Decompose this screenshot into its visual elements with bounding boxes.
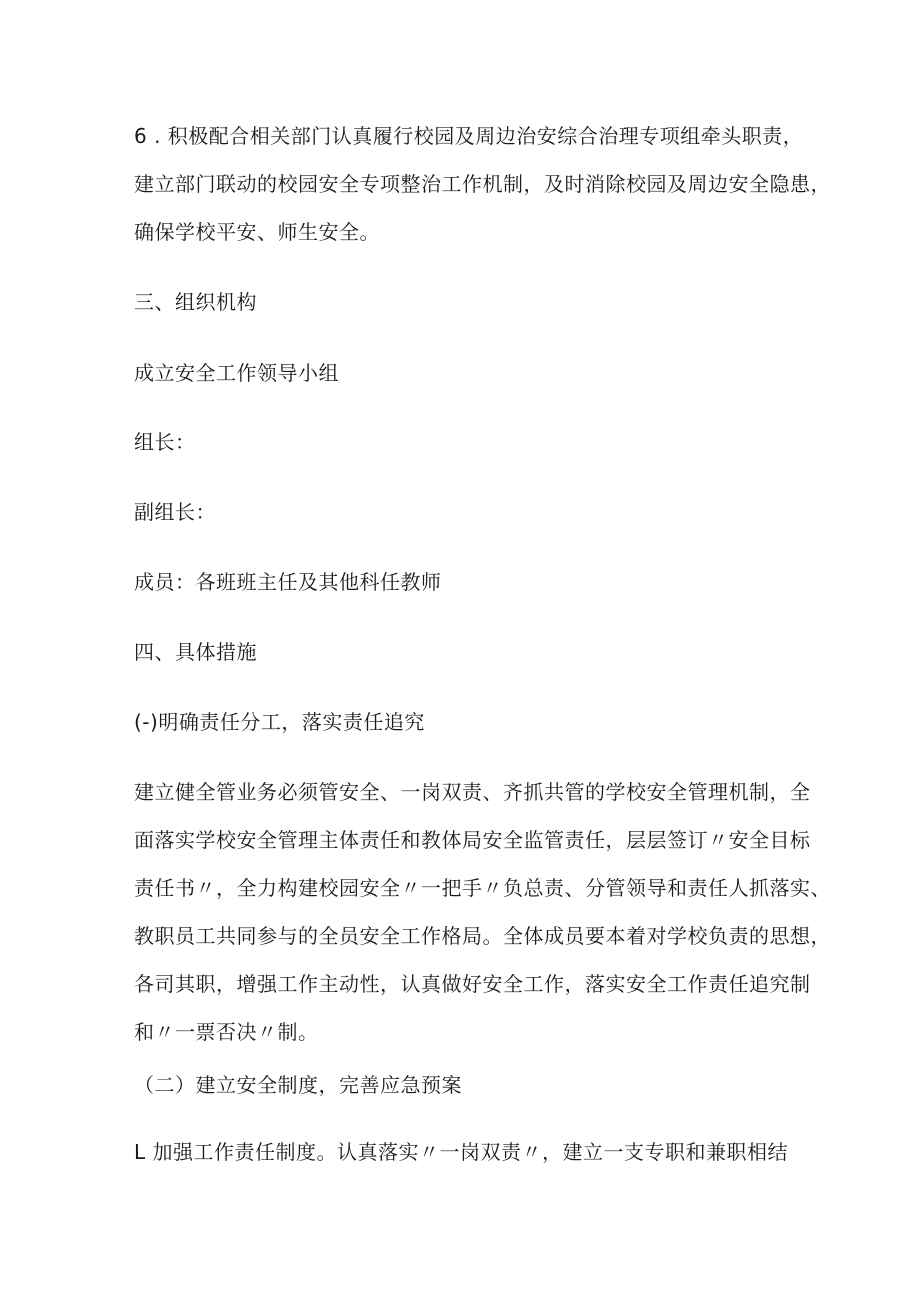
paragraph-6-line-3: 确保学校平安、师生安全。 (134, 220, 380, 244)
subsection-two-heading: （二）建立安全制度，完善应急预案 (134, 1073, 462, 1097)
members-text: 成员：各班班主任及其他科任教师 (134, 570, 442, 594)
subsection-one-body-line-2: 面落实学校安全管理主体责任和教体局安全监管责任，层层签订〃安全目标 (134, 828, 811, 852)
subsection-one-body-line-4: 教职员工共同参与的全员安全工作格局。全体成员要本着对学校负责的思想， (134, 924, 831, 948)
subsection-one-body-line-3: 责任书〃，全力构建校园安全〃一把手〃负总责、分管领导和责任人抓落实、 (134, 876, 831, 900)
deputy-leader-label: 副组长： (134, 500, 216, 524)
paragraph-6-line-1: 6 . 积极配合相关部门认真履行校园及周边治安综合治理专项组牵头职责， (134, 124, 804, 148)
paragraph-6-line-2: 建立部门联动的校园安全专项整治工作机制，及时消除校园及周边安全隐患， (134, 172, 831, 196)
item-1-text: L 加强工作责任制度。认真落实〃一岗双责〃，建立一支专职和兼职相结 (134, 1140, 788, 1164)
subsection-one-body-line-1: 建立健全管业务必须管安全、一岗双责、齐抓共管的学校安全管理机制，全 (134, 780, 811, 804)
section-three-heading: 三、组织机构 (134, 290, 257, 314)
section-four-heading: 四、具体措施 (134, 640, 257, 664)
leader-label: 组长： (134, 430, 196, 454)
subsection-one-heading: (-)明确责任分工，落实责任追究 (134, 710, 425, 734)
subsection-one-body-line-6: 和〃一票否决〃制。 (134, 1020, 319, 1044)
subsection-one-body-line-5: 各司其职，增强工作主动性，认真做好安全工作，落实安全工作责任追究制 (134, 972, 811, 996)
leading-group-text: 成立安全工作领导小组 (134, 361, 339, 385)
